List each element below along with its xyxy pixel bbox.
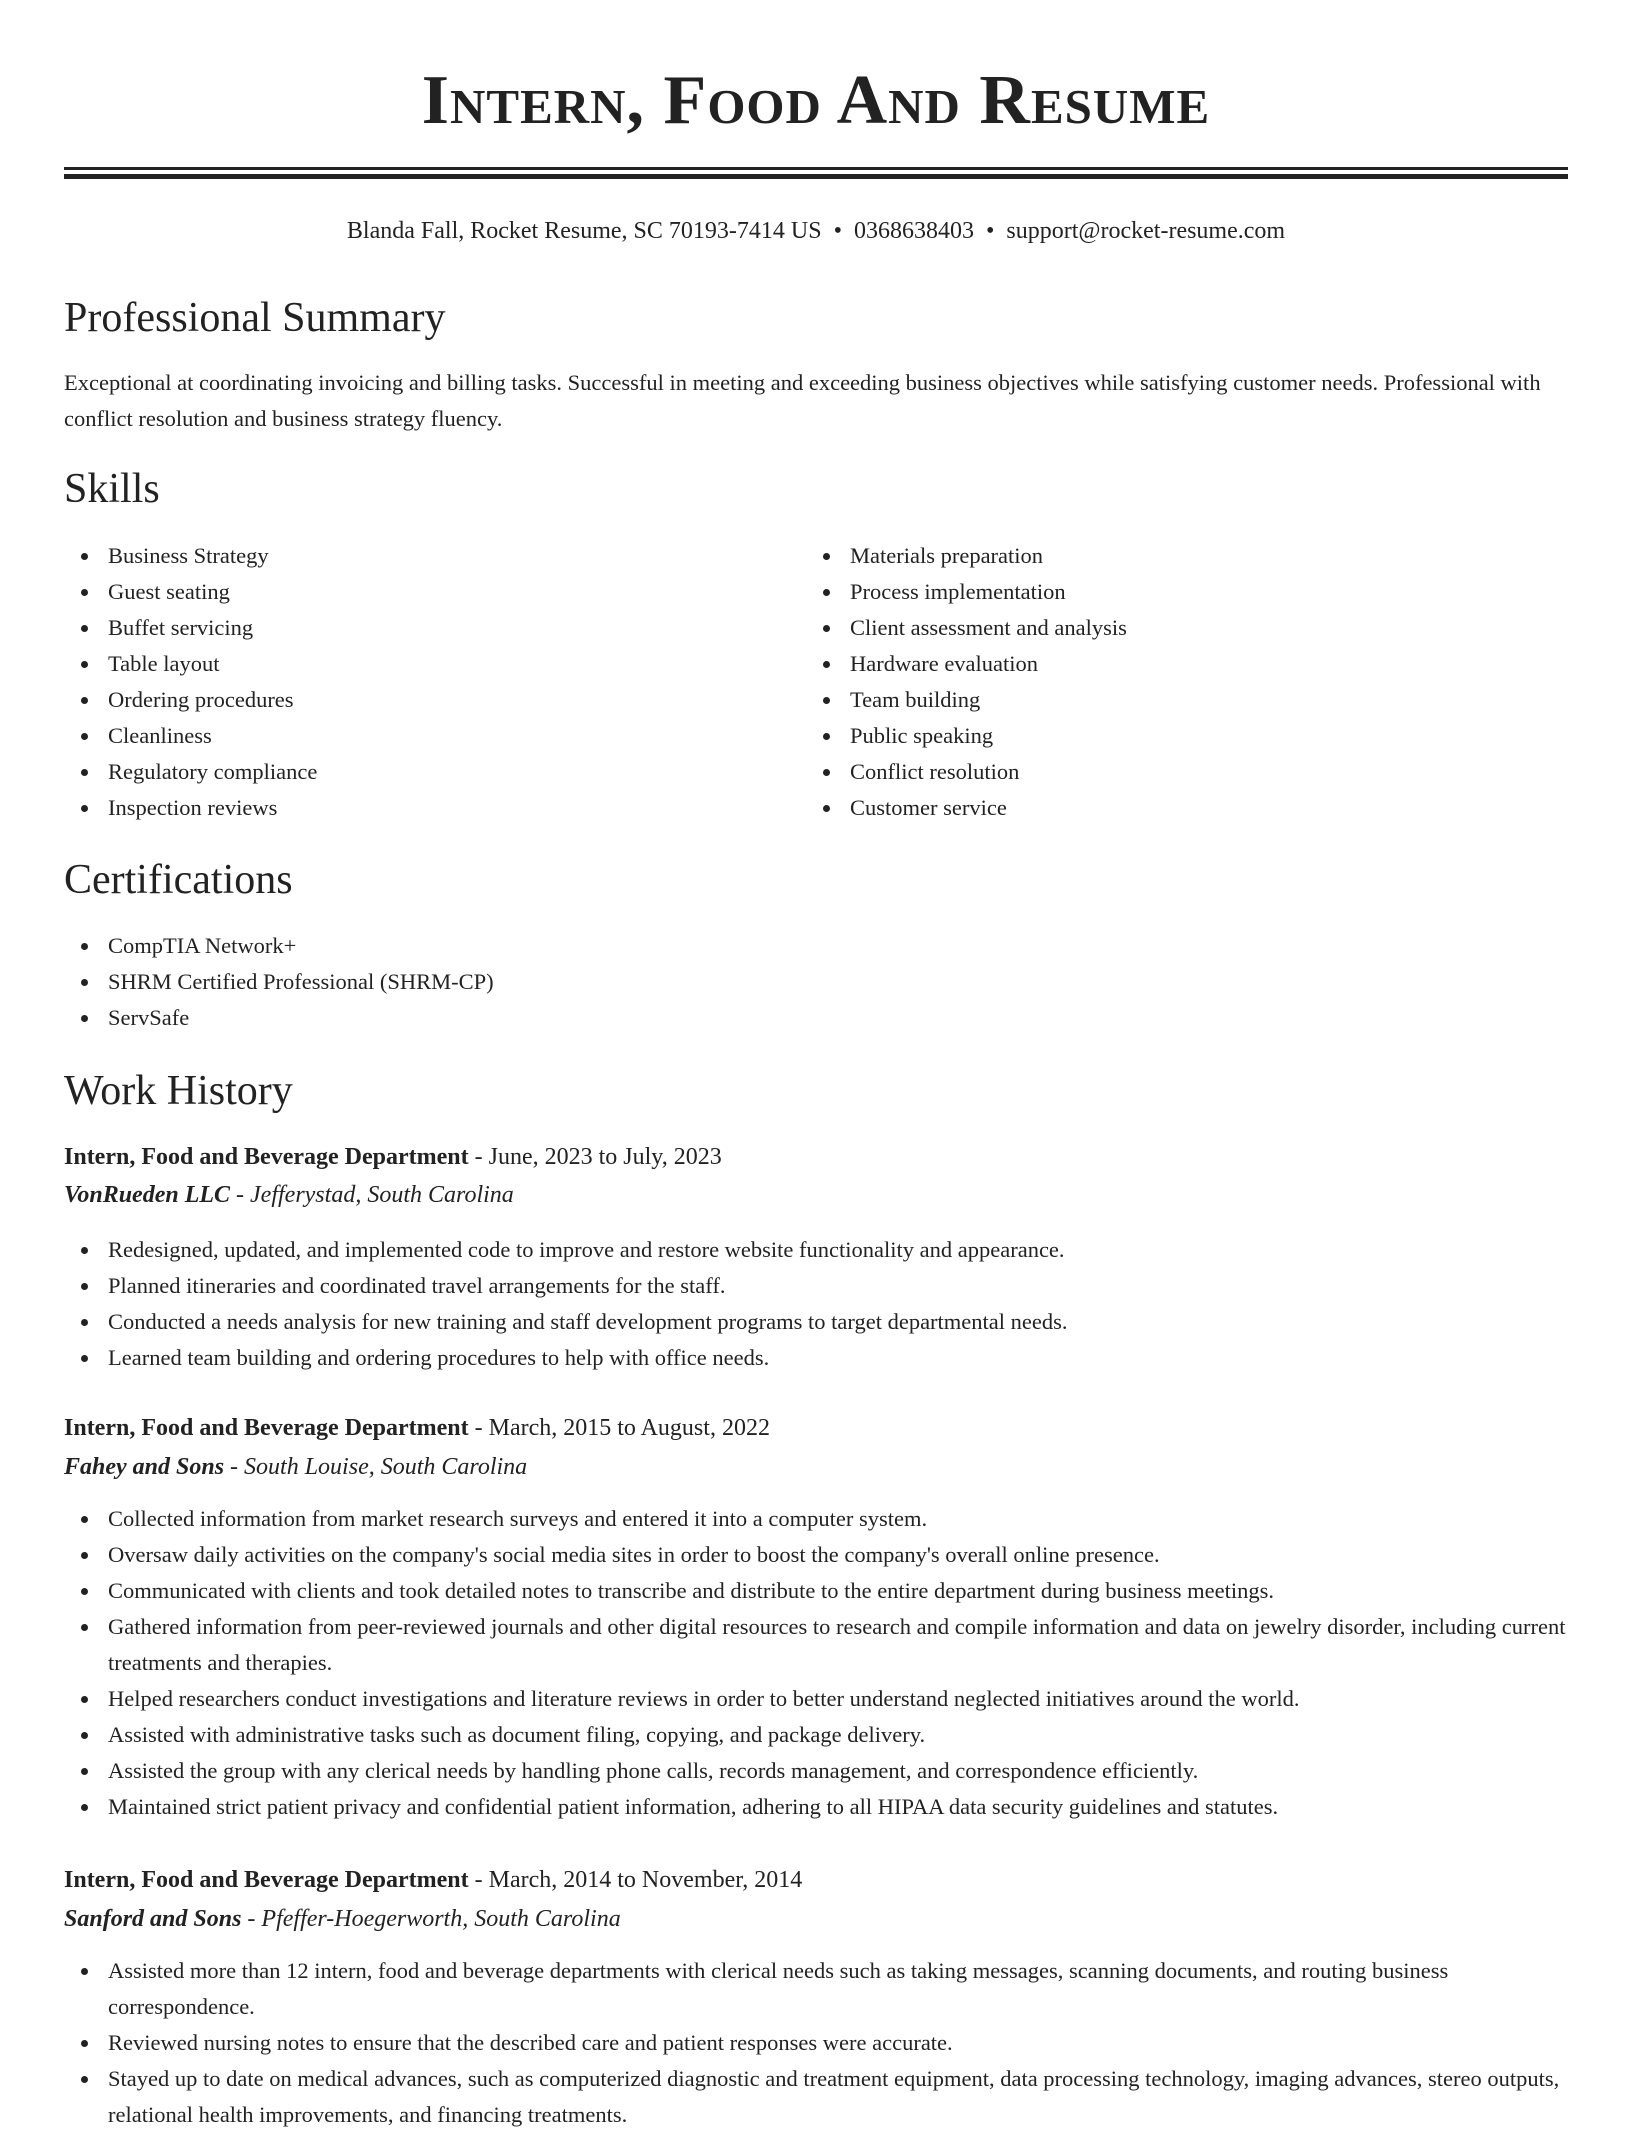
skill-item: Guest seating <box>64 574 804 610</box>
job-title: Intern, Food and Beverage Department <box>64 1867 469 1893</box>
job-dates: - June, 2023 to July, 2023 <box>468 1144 722 1170</box>
skill-item: Regulatory compliance <box>64 754 804 790</box>
contact-line <box>64 213 1568 249</box>
job-title-line <box>64 1862 1568 1898</box>
job-bullets <box>64 1232 1568 1376</box>
skill-item: Conflict resolution <box>806 754 1546 790</box>
certifications-list <box>64 928 1568 1036</box>
job-location: - South Louise, South Carolina <box>224 1454 528 1480</box>
job-bullet: Reviewed nursing notes to ensure that the described care and patient responses were accurate. <box>64 2025 1568 2061</box>
skill-item: Buffet servicing <box>64 610 804 646</box>
job-bullet: Oversaw daily activities on the company's social media sites in order to boost the company's overall online presence. <box>64 1537 1568 1573</box>
job-title: Intern, Food and Beverage Department <box>64 1144 469 1170</box>
skill-item: Process implementation <box>806 574 1546 610</box>
skill-item: Materials preparation <box>806 538 1546 574</box>
contact-address: Blanda Fall, Rocket Resume, SC 70193-7414 US <box>346 218 822 244</box>
certification-item: SHRM Certified Professional (SHRM-CP) <box>64 964 1568 1000</box>
job-title-line <box>64 1410 1568 1446</box>
contact-separator: • <box>985 218 995 244</box>
skill-item: Client assessment and analysis <box>806 610 1546 646</box>
skills-list-left <box>64 538 804 826</box>
job-company: VonRueden LLC <box>64 1182 231 1208</box>
contact-phone: 0368638403 <box>853 218 974 244</box>
skill-item: Team building <box>806 682 1546 718</box>
work-history-heading: Work History <box>64 1068 293 1114</box>
job-bullet: Assisted more than 12 intern, food and beverage departments with clerical needs such as taking messages, scanning documents, and routing business correspondence. <box>64 1953 1568 2025</box>
contact-email: support@rocket-resume.com <box>1006 218 1286 244</box>
skill-item: Inspection reviews <box>64 790 804 826</box>
job-location: - Pfeffer-Hoegerworth, South Carolina <box>241 1906 621 1932</box>
job-company-line <box>64 1177 1568 1213</box>
resume-title: Intern, Food And Resume <box>421 62 1211 139</box>
contact-separator: • <box>833 218 842 244</box>
skill-item: Cleanliness <box>64 718 804 754</box>
job-bullet: Stayed up to date on medical advances, such as computerized diagnostic and treatment equipment, data processing technology, imaging advances, stereo outputs, relational health improvements, and financing treatments. <box>64 2061 1568 2133</box>
resume-page <box>64 0 1568 2127</box>
skill-item: Ordering procedures <box>64 682 804 718</box>
job-bullet: Maintained strict patient privacy and confidential patient information, adhering to all HIPAA data security guidelines and statutes. <box>64 1789 1568 1825</box>
job-bullet: Redesigned, updated, and implemented code to improve and restore website functionality and appearance. <box>64 1232 1568 1268</box>
header-rule-thin <box>64 167 1568 170</box>
job-location: - Jefferystad, South Carolina <box>230 1182 514 1208</box>
job-bullet: Planned itineraries and coordinated travel arrangements for the staff. <box>64 1268 1568 1304</box>
certification-item: ServSafe <box>64 1000 1568 1036</box>
job-company: Sanford and Sons <box>64 1906 242 1932</box>
job-bullet: Assisted with administrative tasks such as document filing, copying, and package delivery. <box>64 1717 1568 1753</box>
skill-item: Public speaking <box>806 718 1546 754</box>
skill-item: Hardware evaluation <box>806 646 1546 682</box>
job-bullet: Communicated with clients and took detailed notes to transcribe and distribute to the entire department during business meetings. <box>64 1573 1568 1609</box>
job-title: Intern, Food and Beverage Department <box>64 1415 469 1441</box>
skill-item: Customer service <box>806 790 1546 826</box>
job-bullet: Collected information from market research surveys and entered it into a computer system. <box>64 1501 1568 1537</box>
summary-text: Exceptional at coordinating invoicing and billing tasks. Successful in meeting and exceeding business objectives while satisfying customer needs. Professional with conflict resolution and business strategy fluency. <box>64 370 1541 431</box>
skill-item: Business Strategy <box>64 538 804 574</box>
job-company-line <box>64 1449 1568 1485</box>
job-bullet: Learned team building and ordering procedures to help with office needs. <box>64 1340 1568 1376</box>
skills-heading: Skills <box>64 466 160 512</box>
job-dates: - March, 2015 to August, 2022 <box>468 1415 770 1441</box>
job-bullet: Conducted a needs analysis for new training and staff development programs to target departmental needs. <box>64 1304 1568 1340</box>
job-bullet: Assisted the group with any clerical needs by handling phone calls, records management, and correspondence efficiently. <box>64 1753 1568 1789</box>
certifications-heading: Certifications <box>64 857 293 903</box>
certification-item: CompTIA Network+ <box>64 928 1568 964</box>
job-title-line <box>64 1139 1568 1175</box>
job-company: Fahey and Sons <box>64 1454 225 1480</box>
job-bullet: Gathered information from peer-reviewed journals and other digital resources to research and compile information and data on jewelry disorder, including current treatments and therapies. <box>64 1609 1568 1681</box>
job-dates: - March, 2014 to November, 2014 <box>468 1867 803 1893</box>
skill-item: Table layout <box>64 646 804 682</box>
header-rule-thick <box>64 174 1568 179</box>
summary-heading: Professional Summary <box>64 295 446 341</box>
job-company-line <box>64 1901 1568 1937</box>
skills-list-right <box>806 538 1546 826</box>
job-bullets <box>64 1501 1568 1825</box>
job-bullet: Helped researchers conduct investigations and literature reviews in order to better understand neglected initiatives around the world. <box>64 1681 1568 1717</box>
job-bullets <box>64 1953 1568 2133</box>
